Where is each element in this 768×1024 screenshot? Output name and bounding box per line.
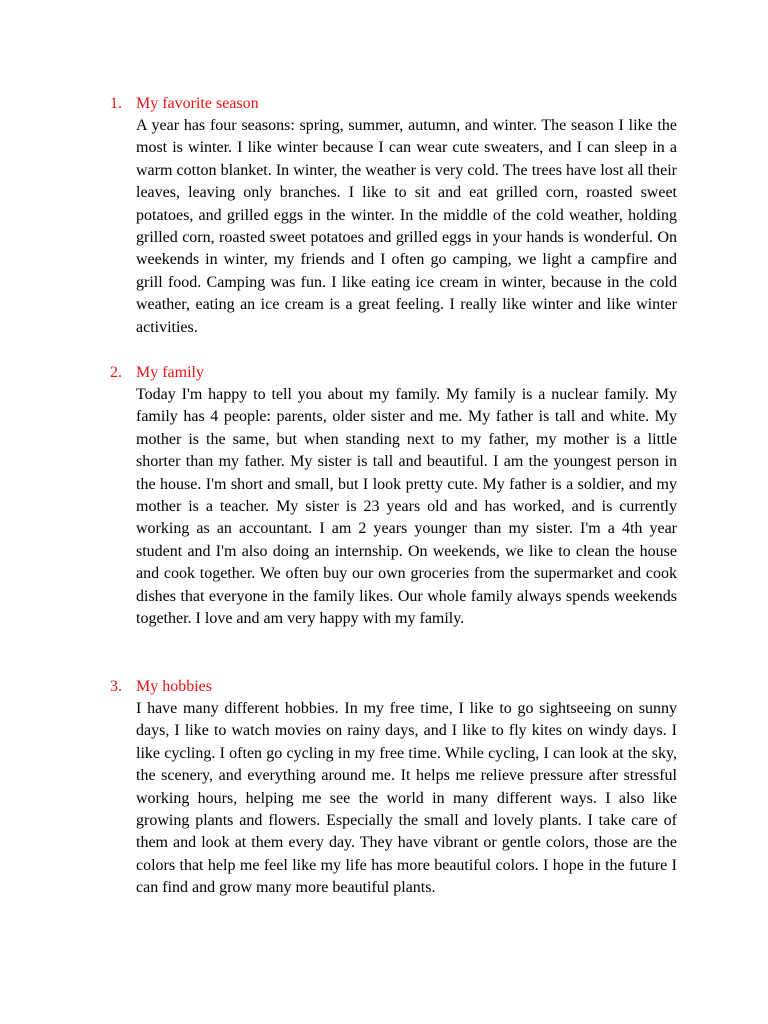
section-heading [110, 362, 678, 384]
section-favorite-season [110, 93, 678, 339]
section-paragraph: A year has four seasons: spring, summer, autumn, and winter. The season I like the most is winter. I like winter because I can wear cute sweaters, and I can sleep in a warm cotton blanket. In winter, the weather is very cold. The trees have lost all their leaves, leaving only branches. I like to sit and eat grilled corn, roasted sweet potatoes, and grilled eggs in the winter. In the middle of the cold weather, holding grilled corn, roasted sweet potatoes and grilled eggs in your hands is wonderful. On weekends in winter, my friends and I often go camping, we light a campfire and grill food. Camping was fun. I like eating ice cream in winter, because in the cold weather, eating an ice cream is a great feeling. I really like winter and like winter activities. [136, 117, 677, 336]
section-hobbies [110, 676, 678, 900]
section-number: 2. [110, 364, 122, 381]
section-heading [110, 676, 678, 698]
section-paragraph: Today I'm happy to tell you about my family. My family is a nuclear family. My family has 4 people: parents, older sister and me. My father is tall and white. My mother is the same, but when standing next to my father, my mother is a little shorter than my father. My sister is tall and beautiful. I am the youngest person in the house. I'm short and small, but I look pretty cute. My father is a soldier, and my mother is a teacher. My sister is 23 years old and has worked, and is currently working as an accountant. I am 2 years younger than my sister. I'm a 4th year student and I'm also doing an internship. On weekends, we like to clean the house and cook together. We often buy our own groceries from the supermarket and cook dishes that everyone in the family likes. Our whole family always spends weekends together. I love and am very happy with my family. [136, 386, 677, 628]
section-title: My hobbies [136, 678, 212, 695]
section-number: 1. [110, 95, 122, 112]
section-title: My family [136, 364, 204, 381]
section-family [110, 362, 678, 630]
section-paragraph: I have many different hobbies. In my free time, I like to go sightseeing on sunny days, I like to watch movies on rainy days, and I like to fly kites on windy days. I like cycling. I often go cycling in my free time. While cycling, I can look at the sky, the scenery, and everything around me. It helps me relieve pressure after stressful working hours, helping me see the world in many different ways. I also like growing plants and flowers. Especially the small and lovely plants. I take care of them and look at them every day. They have vibrant or gentle colors, those are the colors that help me feel like my life has more beautiful colors. I hope in the future I can find and grow many more beautiful plants. [136, 700, 677, 897]
section-heading [110, 93, 678, 115]
section-title: My favorite season [136, 95, 259, 112]
section-number: 3. [110, 678, 122, 695]
